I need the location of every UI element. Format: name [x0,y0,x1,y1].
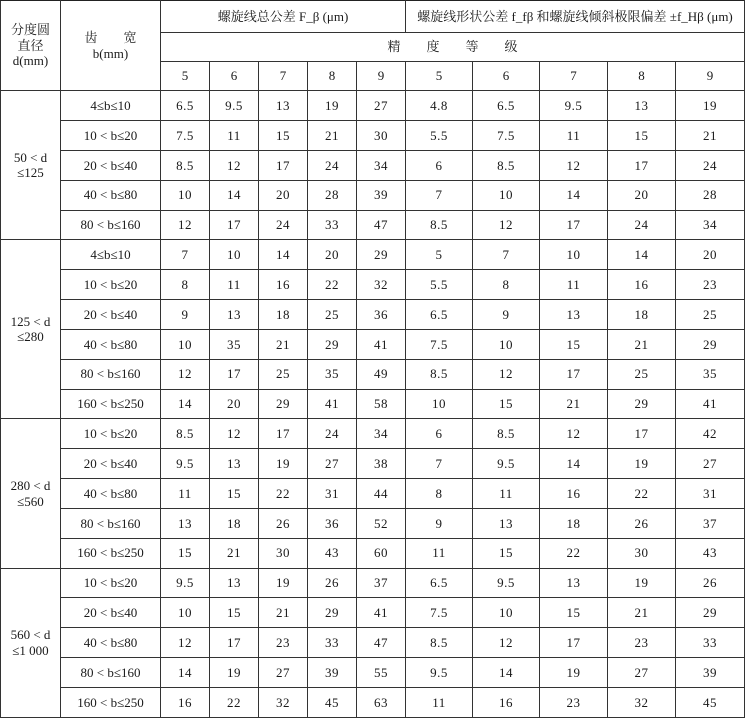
table-row [1,479,745,509]
tolerance-value-cell: 8.5 [161,151,210,181]
tolerance-value-cell: 13 [210,568,259,598]
tolerance-value-cell: 6 [406,151,473,181]
diameter-range-line: ≤280 [17,329,44,345]
diameter-range-cell [1,419,61,568]
tolerance-value-cell: 19 [540,658,608,688]
tolerance-value-cell: 19 [259,449,308,479]
table-row [1,151,745,181]
tolerance-value-cell: 5 [406,240,473,270]
grade-cell: 9 [357,61,406,90]
table-row [1,687,745,717]
tolerance-value-cell: 29 [259,389,308,419]
tolerance-value-cell: 8.5 [406,210,473,240]
tolerance-value-cell: 21 [608,329,676,359]
table-row [1,180,745,210]
total-helix-tolerance-header: 螺旋线总公差 F_β (μm) [161,1,406,33]
table-row [1,210,745,240]
tolerance-value-cell: 13 [259,91,308,121]
tolerance-value-cell: 12 [473,359,540,389]
tolerance-value-cell: 15 [473,538,540,568]
table-row [1,658,745,688]
table-row [1,449,745,479]
tolerance-value-cell: 17 [540,359,608,389]
facewidth-header-line2: b(mm) [92,45,129,61]
diameter-range-line: 560 < d [10,627,51,643]
facewidth-cell: 80 < b≤160 [61,210,161,240]
tolerance-value-cell: 7.5 [161,121,210,151]
tolerance-value-cell: 17 [210,210,259,240]
tolerance-value-cell: 9 [473,300,540,330]
tolerance-value-cell: 19 [210,658,259,688]
tolerance-value-cell: 31 [308,479,357,509]
accuracy-grade-header: 精 度 等 级 [161,33,745,61]
grade-cell: 5 [406,61,473,90]
table-row [1,300,745,330]
diameter-range-cell [1,568,61,717]
table-row [1,329,745,359]
tolerance-value-cell: 8.5 [473,419,540,449]
tolerance-value-cell: 16 [608,270,676,300]
table-row [1,359,745,389]
tolerance-value-cell: 14 [210,180,259,210]
facewidth-header [61,1,161,91]
tolerance-value-cell: 21 [259,329,308,359]
facewidth-cell: 40 < b≤80 [61,479,161,509]
tolerance-value-cell: 33 [676,628,745,658]
table-row [1,121,745,151]
tolerance-value-cell: 24 [308,419,357,449]
tolerance-value-cell: 17 [210,628,259,658]
tolerance-value-cell: 27 [259,658,308,688]
tolerance-value-cell: 13 [540,568,608,598]
tolerance-value-cell: 30 [608,538,676,568]
tolerance-value-cell: 19 [608,449,676,479]
tolerance-value-cell: 52 [357,508,406,538]
tolerance-value-cell: 47 [357,628,406,658]
tolerance-value-cell: 15 [540,329,608,359]
tolerance-value-cell: 27 [608,658,676,688]
tolerance-value-cell: 21 [540,389,608,419]
tolerance-value-cell: 18 [210,508,259,538]
tolerance-value-cell: 7 [161,240,210,270]
table-row [1,628,745,658]
tolerance-value-cell: 37 [357,568,406,598]
tolerance-value-cell: 12 [161,210,210,240]
tolerance-value-cell: 27 [676,449,745,479]
facewidth-cell: 40 < b≤80 [61,628,161,658]
tolerance-value-cell: 15 [210,598,259,628]
tolerance-value-cell: 45 [676,687,745,717]
tolerance-value-cell: 10 [210,240,259,270]
facewidth-cell: 40 < b≤80 [61,180,161,210]
tolerance-value-cell: 35 [210,329,259,359]
tolerance-value-cell: 15 [259,121,308,151]
tolerance-value-cell: 12 [473,210,540,240]
tolerance-value-cell: 49 [357,359,406,389]
tolerance-value-cell: 5.5 [406,121,473,151]
tolerance-value-cell: 23 [608,628,676,658]
tolerance-value-cell: 29 [357,240,406,270]
tolerance-value-cell: 19 [608,568,676,598]
tolerance-value-cell: 16 [473,687,540,717]
tolerance-value-cell: 15 [210,479,259,509]
table-row [1,568,745,598]
tolerance-value-cell: 20 [676,240,745,270]
tolerance-value-cell: 23 [259,628,308,658]
tolerance-value-cell: 14 [259,240,308,270]
grade-cell: 8 [308,61,357,90]
tolerance-value-cell: 29 [608,389,676,419]
tolerance-value-cell: 47 [357,210,406,240]
facewidth-cell: 20 < b≤40 [61,449,161,479]
tolerance-value-cell: 11 [406,687,473,717]
tolerance-value-cell: 60 [357,538,406,568]
helix-form-tolerance-header: 螺旋线形状公差 f_fβ 和螺旋线倾斜极限偏差 ±f_Hβ (μm) [406,1,745,33]
table-row [1,240,745,270]
table-row [1,270,745,300]
tolerance-value-cell: 36 [308,508,357,538]
tolerance-value-cell: 14 [540,180,608,210]
tolerance-value-cell: 18 [608,300,676,330]
tolerance-value-cell: 8.5 [406,628,473,658]
tolerance-value-cell: 34 [357,151,406,181]
tolerance-value-cell: 14 [161,389,210,419]
tolerance-value-cell: 30 [259,538,308,568]
tolerance-value-cell: 20 [259,180,308,210]
tolerance-value-cell: 9.5 [161,568,210,598]
tolerance-value-cell: 7 [406,180,473,210]
tolerance-value-cell: 21 [308,121,357,151]
diameter-range-line: 50 < d [13,149,48,165]
tolerance-value-cell: 26 [608,508,676,538]
tolerance-value-cell: 6 [406,419,473,449]
tolerance-value-cell: 12 [161,359,210,389]
diameter-header-line3: d(mm) [12,53,49,69]
tolerance-value-cell: 16 [259,270,308,300]
tolerance-value-cell: 10 [473,598,540,628]
facewidth-cell: 80 < b≤160 [61,508,161,538]
tolerance-value-cell: 43 [308,538,357,568]
tolerance-value-cell: 55 [357,658,406,688]
diameter-range-cell [1,240,61,419]
facewidth-cell: 4≤b≤10 [61,91,161,121]
tolerance-value-cell: 14 [608,240,676,270]
tolerance-value-cell: 11 [473,479,540,509]
tolerance-value-cell: 7 [406,449,473,479]
facewidth-cell: 10 < b≤20 [61,270,161,300]
tolerance-value-cell: 42 [676,419,745,449]
tolerance-value-cell: 24 [308,151,357,181]
tolerance-value-cell: 8 [161,270,210,300]
diameter-range-line: 280 < d [10,477,51,493]
tolerance-value-cell: 11 [210,270,259,300]
tolerance-value-cell: 24 [676,151,745,181]
tolerance-value-cell: 20 [210,389,259,419]
diameter-range-line: ≤125 [17,165,44,181]
tolerance-value-cell: 26 [259,508,308,538]
tolerance-value-cell: 15 [608,121,676,151]
tolerance-value-cell: 29 [676,329,745,359]
tolerance-value-cell: 25 [608,359,676,389]
tolerance-value-cell: 7.5 [406,329,473,359]
tolerance-value-cell: 8 [473,270,540,300]
tolerance-value-cell: 22 [308,270,357,300]
tolerance-value-cell: 8.5 [406,359,473,389]
tolerance-value-cell: 22 [259,479,308,509]
table-row [1,91,745,121]
tolerance-value-cell: 32 [608,687,676,717]
tolerance-value-cell: 41 [357,598,406,628]
tolerance-value-cell: 9 [161,300,210,330]
tolerance-value-cell: 20 [308,240,357,270]
table-row [1,419,745,449]
tolerance-value-cell: 9.5 [210,91,259,121]
tolerance-value-cell: 12 [161,628,210,658]
facewidth-cell: 20 < b≤40 [61,151,161,181]
tolerance-value-cell: 8.5 [161,419,210,449]
tolerance-value-cell: 24 [259,210,308,240]
tolerance-value-cell: 39 [357,180,406,210]
grade-cell: 5 [161,61,210,90]
tolerance-value-cell: 17 [210,359,259,389]
tolerance-value-cell: 17 [259,419,308,449]
tolerance-value-cell: 13 [540,300,608,330]
tolerance-value-cell: 12 [540,151,608,181]
facewidth-cell: 160 < b≤250 [61,538,161,568]
tolerance-value-cell: 30 [357,121,406,151]
tolerance-value-cell: 32 [259,687,308,717]
facewidth-cell: 40 < b≤80 [61,329,161,359]
tolerance-value-cell: 36 [357,300,406,330]
grade-cell: 7 [259,61,308,90]
tolerance-value-cell: 13 [161,508,210,538]
tolerance-value-cell: 13 [473,508,540,538]
facewidth-cell: 160 < b≤250 [61,687,161,717]
tolerance-value-cell: 29 [308,329,357,359]
tolerance-value-cell: 17 [608,151,676,181]
tolerance-value-cell: 41 [676,389,745,419]
tolerance-value-cell: 10 [161,329,210,359]
diameter-header [1,1,61,91]
table-row [1,538,745,568]
table-row [1,389,745,419]
facewidth-cell: 10 < b≤20 [61,568,161,598]
tolerance-value-cell: 21 [259,598,308,628]
facewidth-cell: 80 < b≤160 [61,359,161,389]
tolerance-value-cell: 27 [357,91,406,121]
table-row [1,508,745,538]
tolerance-value-cell: 29 [676,598,745,628]
tolerance-value-cell: 14 [473,658,540,688]
tolerance-value-cell: 13 [210,300,259,330]
tolerance-value-cell: 19 [259,568,308,598]
tolerance-value-cell: 44 [357,479,406,509]
tolerance-value-cell: 4.8 [406,91,473,121]
tolerance-value-cell: 39 [676,658,745,688]
grade-cell: 6 [473,61,540,90]
tolerance-value-cell: 28 [676,180,745,210]
tolerance-value-cell: 18 [259,300,308,330]
tolerance-value-cell: 16 [540,479,608,509]
tolerance-value-cell: 10 [161,180,210,210]
table-row [1,598,745,628]
diameter-range-cell [1,91,61,240]
facewidth-header-line1: 齿 宽 [84,30,137,46]
tolerance-value-cell: 9.5 [473,568,540,598]
tolerance-value-cell: 37 [676,508,745,538]
tolerance-value-cell: 9.5 [473,449,540,479]
grade-cell: 7 [540,61,608,90]
diameter-range-line: ≤1 000 [12,642,49,658]
tolerance-value-cell: 10 [473,180,540,210]
tolerance-value-cell: 21 [210,538,259,568]
tolerance-value-cell: 5.5 [406,270,473,300]
tolerance-value-cell: 6.5 [473,91,540,121]
tolerance-value-cell: 12 [473,628,540,658]
tolerance-value-cell: 27 [308,449,357,479]
tolerance-value-cell: 19 [676,91,745,121]
tolerance-value-cell: 10 [473,329,540,359]
facewidth-cell: 10 < b≤20 [61,121,161,151]
tolerance-value-cell: 18 [540,508,608,538]
tolerance-value-cell: 24 [608,210,676,240]
tolerance-value-cell: 35 [676,359,745,389]
facewidth-cell: 160 < b≤250 [61,389,161,419]
tolerance-value-cell: 33 [308,628,357,658]
tolerance-value-cell: 17 [608,419,676,449]
facewidth-cell: 20 < b≤40 [61,598,161,628]
tolerance-value-cell: 19 [308,91,357,121]
tolerance-value-cell: 6.5 [406,300,473,330]
tolerance-value-cell: 9.5 [540,91,608,121]
tolerance-value-cell: 22 [210,687,259,717]
tolerance-value-cell: 11 [540,121,608,151]
facewidth-cell: 20 < b≤40 [61,300,161,330]
tolerance-value-cell: 8 [406,479,473,509]
tolerance-value-cell: 14 [540,449,608,479]
diameter-range-line: ≤560 [17,493,44,509]
tolerance-value-cell: 35 [308,359,357,389]
tolerance-value-cell: 20 [608,180,676,210]
tolerance-value-cell: 21 [608,598,676,628]
grade-cell: 8 [608,61,676,90]
tolerance-value-cell: 15 [540,598,608,628]
grade-cell: 6 [210,61,259,90]
tolerance-value-cell: 7.5 [406,598,473,628]
tolerance-value-cell: 41 [308,389,357,419]
tolerance-value-cell: 12 [210,151,259,181]
diameter-range-line: 125 < d [10,313,51,329]
tolerance-value-cell: 7.5 [473,121,540,151]
tolerance-value-cell: 29 [308,598,357,628]
tolerance-value-cell: 15 [473,389,540,419]
tolerance-value-cell: 11 [406,538,473,568]
tolerance-value-cell: 11 [210,121,259,151]
tolerance-value-cell: 9.5 [406,658,473,688]
diameter-header-line2: 直径 [17,37,44,53]
diameter-header-line1: 分度圆 [10,22,50,38]
tolerance-value-cell: 33 [308,210,357,240]
tolerance-value-cell: 6.5 [161,91,210,121]
facewidth-cell: 80 < b≤160 [61,658,161,688]
tolerance-value-cell: 26 [308,568,357,598]
tolerance-value-cell: 12 [210,419,259,449]
tolerance-value-cell: 43 [676,538,745,568]
tolerance-value-cell: 13 [210,449,259,479]
tolerance-value-cell: 58 [357,389,406,419]
tolerance-value-cell: 10 [406,389,473,419]
tolerance-value-cell: 25 [259,359,308,389]
tolerance-value-cell: 34 [357,419,406,449]
tolerance-value-cell: 39 [308,658,357,688]
tolerance-value-cell: 11 [540,270,608,300]
tolerance-value-cell: 38 [357,449,406,479]
tolerance-value-cell: 9.5 [161,449,210,479]
tolerance-value-cell: 41 [357,329,406,359]
tolerance-value-cell: 22 [608,479,676,509]
tolerance-value-cell: 32 [357,270,406,300]
tolerance-value-cell: 13 [608,91,676,121]
tolerance-value-cell: 25 [676,300,745,330]
tolerance-value-cell: 17 [259,151,308,181]
tolerance-value-cell: 63 [357,687,406,717]
tolerance-value-cell: 12 [540,419,608,449]
tolerance-value-cell: 7 [473,240,540,270]
facewidth-cell: 10 < b≤20 [61,419,161,449]
tolerance-value-cell: 22 [540,538,608,568]
tolerance-value-cell: 6.5 [406,568,473,598]
tolerance-value-cell: 45 [308,687,357,717]
tolerance-value-cell: 8.5 [473,151,540,181]
tolerance-value-cell: 31 [676,479,745,509]
tolerance-value-cell: 14 [161,658,210,688]
tolerance-value-cell: 25 [308,300,357,330]
tolerance-value-cell: 21 [676,121,745,151]
tolerance-value-cell: 23 [676,270,745,300]
tolerance-value-cell: 34 [676,210,745,240]
tolerance-value-cell: 17 [540,210,608,240]
tolerance-value-cell: 15 [161,538,210,568]
tolerance-value-cell: 17 [540,628,608,658]
tolerance-value-cell: 10 [161,598,210,628]
tolerance-value-cell: 23 [540,687,608,717]
grade-cell: 9 [676,61,745,90]
tolerance-value-cell: 26 [676,568,745,598]
tolerance-value-cell: 11 [161,479,210,509]
tolerance-value-cell: 10 [540,240,608,270]
facewidth-cell: 4≤b≤10 [61,240,161,270]
tolerance-value-cell: 28 [308,180,357,210]
tolerance-value-cell: 9 [406,508,473,538]
tolerance-value-cell: 16 [161,687,210,717]
